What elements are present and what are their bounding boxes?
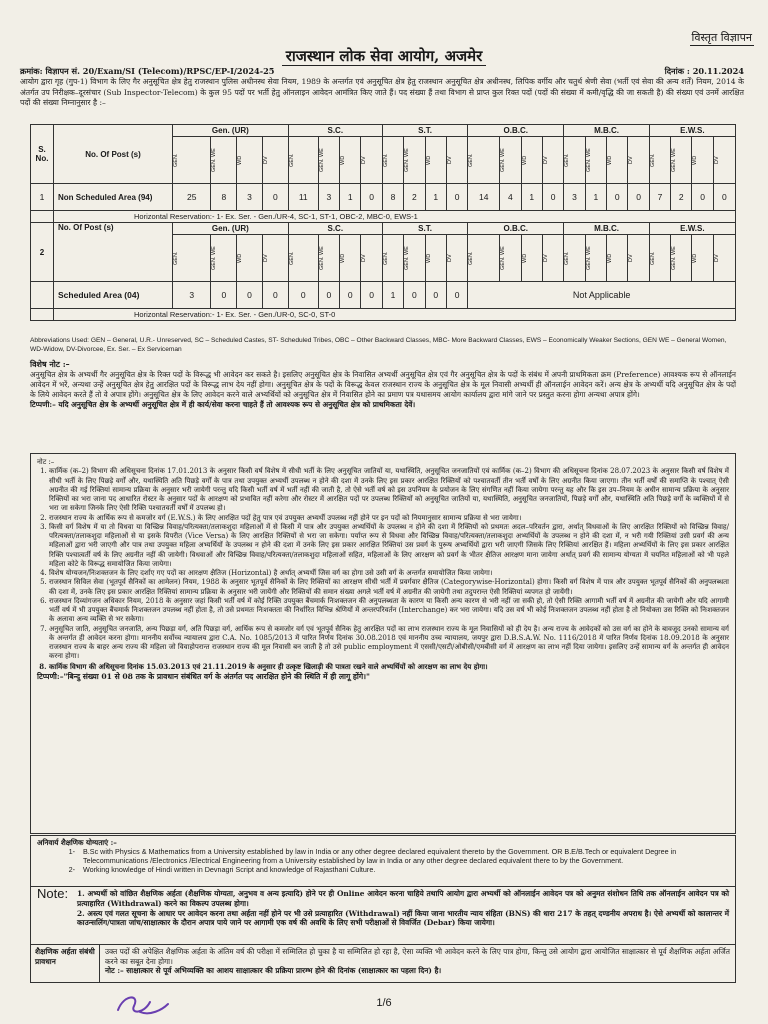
horizontal-reservation-row: [31, 309, 736, 321]
cell-value: 4: [500, 184, 521, 211]
cell-value: 11: [288, 184, 318, 211]
page-title: राजस्थान लोक सेवा आयोग, अजमेर: [0, 46, 768, 66]
subcategory-label: GEN. WE: [318, 148, 325, 172]
list-item: [37, 865, 729, 874]
subcategory-label: GEN.: [564, 251, 571, 265]
table-row: [31, 282, 736, 309]
special-note: [30, 359, 736, 410]
provision-note: नोट :– साक्षात्कार से पूर्व अभिव्यक्ति का आशय साक्षात्कार की प्रक्रिया प्रारम्भ होने की दिनांक (साक्षात्कार का पहला दिन) है।: [105, 966, 442, 976]
subcategory-label: GEN.: [288, 251, 295, 265]
provision-label: शैक्षणिक अर्हता संबंधी प्रावधान: [31, 945, 100, 982]
subcategory-label: GEN. WE: [211, 246, 218, 270]
advertisement-badge: विस्तृत विज्ञापन: [691, 31, 752, 44]
subcategory-label: DV: [713, 254, 720, 262]
subcategory-label: GEN. WE: [671, 148, 678, 172]
category-header: S.T.: [382, 125, 467, 137]
cell-value: 3: [237, 184, 263, 211]
row-label: Scheduled Area (04): [54, 282, 173, 309]
category-header: O.B.C.: [468, 125, 564, 137]
row-label: Non Scheduled Area (94): [54, 184, 173, 211]
subcategory-label: GEN.: [468, 153, 475, 167]
list-item: 5. राजस्थान सिविल सेवा (भूतपूर्व सैनिकों का आमेलन) नियम, 1988 के अनुसार भूतपूर्व सैनिकों के लिए रिक्तियों का आरक्षण सीधी भर्ती में प्रवर्गवार क्षैतिज (Categorywise-Horizontal) होगा। किसी वर्ग विशेष में पात्र और उपयुक्त भूतपूर्व सैनिकों की अनुपलब्धता की दशा में, उनके लिए इस प्रकार आरक्षित रिक्तियां सामान्य प्रक्रिया के अनुसार भरी जायेंगी और रिक्तियों की समान संख्या अगले भर्ती वर्ष में अग्रनीत की जायेगी तथा तदुपरान्त ऐसी रिक्तियां व्यपगत हो जायेंगी।: [49, 578, 729, 597]
cell-value: 3: [564, 184, 585, 211]
subcategory-label: GEN. WE: [318, 246, 325, 270]
subcategory-label: WD: [692, 155, 699, 165]
subcategory-label: DV: [628, 156, 635, 164]
note-label: Note:: [37, 886, 69, 901]
qualification-box: [30, 835, 736, 887]
subcategory-label: WD: [607, 253, 614, 263]
horizontal-reservation: Horizontal Reservation:- 1- Ex. Ser. - Gen./UR-0, SC-0, ST-0: [54, 309, 736, 321]
list-item: 6. राजस्थान दिव्यांगजन अधिकार नियम, 2018 के अनुसार जहां किसी भर्ती वर्ष में कोई रिक्ति उपयुक्त बैंचमार्क निःशक्तजन की अनुपलब्धता के कारण या किसी अन्य कारण से भरी नहीं जा सकी हो, तो ऐसी रिक्ति आगामी भर्ती वर्ष में अग्रनीत की जायेगी और यदि आगामी भर्ती वर्ष में भी उपयुक्त बैंचमार्क निःशक्तजन उपलब्ध नहीं होता है, तो उसे प्रथमतः निःशक्तता की निर्धारित विभिन्न श्रेणियों में अन्तरपरिवर्तन (Interchange) कर भरा जायेगा। यदि उस वर्ष भी कोई निःशक्तजन उपलब्ध नहीं होता है तो नियोक्ता उस रिक्ति को निःशक्तजन के अलावा अन्य व्यक्ति से भर सकेगा।: [49, 597, 729, 625]
cell-value: 0: [542, 184, 563, 211]
category-header: E.W.S.: [649, 223, 735, 235]
horizontal-reservation: Horizontal Reservation:- 1- Ex. Ser. - Gen./UR-4, SC-1, ST-1, OBC-2, MBC-0, EWS-1: [54, 211, 736, 223]
list-item: 1. कार्मिक (क–2) विभाग की अधिसूचना दिनांक 17.01.2013 के अनुसार किसी वर्ष विशेष में सीधी भर्ती के लिए अनुसूचित जातियों या, यथास्थिति, अनुसूचित जनजातियों एवं कार्मिक (क–2) विभाग की अधिसूचना दिनांक 28.07.2023 के अनुसार किसी वर्ष विशेष में सीधी भर्ती के लिए पिछड़े वर्गों और, यथास्थिति अति पिछड़े वर्गों के पात्र तथा उपयुक्त अभ्यर्थी उपलब्ध न होने की दशा में उनके लिए इस प्रकार आरक्षित रिक्तियों को पश्चातवर्ती तीन भर्ती वर्षों के लिए अग्रनीत किया जाएगा। तीन भर्ती वर्षों की समाप्ति के पश्चात् ऐसी अग्रनीत की गई रिक्तियां सामान्य प्रक्रिया के अनुसार भरी जायेगी परन्तु यदि किसी भर्ती वर्ष में भर्ती नहीं की जाती है, तो ऐसे भर्ती वर्ष को इस उपनियम के प्रयोजन के लिए संगणित नहीं किया जायेगा परन्तु यह और कि इस उप–नियम के अधीन सामान्य प्रक्रिया के अनुसार रिक्तियों का भरा जाना पद आधारित रोस्टर के अनुसार पदों के आरक्षण को प्रभावित नहीं करेगा और रोस्टर में आरक्षित पदों पर उपलब्ध रिक्तियों को अनुसूचित जातियों या, यथास्थिति, अनुसूचित जनजातियों, पिछड़े वर्गों और, यथास्थिति अति पिछड़े वर्गों के व्यक्तियों में से भरा जा सकेगा जिनके लिए ऐसी रिक्ति पश्चातवर्ती वर्षों में उपलब्ध हो।: [49, 467, 729, 513]
intro-paragraph: आयोग द्वारा गृह (गुप-1) विभाग के लिए गैर अनुसूचित क्षेत्र हेतु राजस्थान पुलिस अधीनस्थ सेवा नियम, 1989 के अन्तर्गत एवं अनुसूचित क्षेत्र हेतु राजस्थान अनुसूचित क्षेत्र अधीनस्थ, लिपिक वर्गीय और चतुर्थ श्रेणी सेवा (भर्ती एवं सेवा की अन्य शर्तें) नियम, 2014 के अंतर्गत उप निरीक्षक–दूरसंचार (Sub Inspector-Telecom) के कुल 95 पदों पर भर्ती हेतु ऑनलाइन आवेदन आमंत्रित किए जाते हैं। पद संख्या हैं तथा विभाग से प्राप्त कुल रिक्त पदों (पदों की संख्या में कमी/वृद्धि की जा सकती है) की संख्या एवं उनमें आरक्षित पदों की संख्या निम्नानुसार है :–: [20, 77, 744, 107]
cell-value: 0: [361, 282, 382, 309]
subcategory-label: DV: [446, 156, 453, 164]
cell-value: 1: [585, 184, 606, 211]
post-header: No. Of Post (s): [54, 125, 173, 184]
cell-value: 0: [628, 184, 649, 211]
subcategory-label: DV: [628, 254, 635, 262]
application-note-box: [30, 886, 736, 945]
category-header: S.C.: [288, 223, 382, 235]
cell-value: 0: [446, 282, 467, 309]
subcategory-label: DV: [542, 254, 549, 262]
special-note-text: अनुसूचित क्षेत्र के अभ्यर्थी गैर अनुसूचित क्षेत्र के रिक्त पदों के विरूद्ध भी आवेदन कर सकते है। इसलिए अनुसूचित क्षेत्र के निवासित अभ्यर्थी अनुसूचित क्षेत्र एवं गैर अनुसूचित क्षेत्र के पदों के संबंध में अपनी प्राथमिकता क्रम (Preference) आवश्यक रूप से ऑनलाईन आवेदन में भरें, अन्यथा उन्हें अनुसूचित क्षेत्र हेतु आरक्षित पदों के विरूद्ध लाभ देय नहीं होगा। अनुसूचित क्षेत्र के पदों के विरूद्ध केवल राजस्थान राज्य के अनुसूचित क्षेत्र के मूल निवासी अभ्यर्थी ही ऑनलाईन आवेदन करें। अन्य क्षेत्र के अभ्यर्थी यदि अनुसूचित क्षेत्र के पदों के लिये आवेदन करते हैं तो वे अपात्र होंगे। अनुसूचित क्षेत्र के लिए आवेदन करने वाले अभ्यर्थियों को अनुसूचित क्षेत्र में निवासित होने का प्रमाण पत्र यथासमय आयोग कार्यालय द्वारा मांगे जाने पर प्रस्तुत करना होगा अन्यथा अपात्र होंगे।: [30, 370, 736, 399]
subcategory-label: GEN.: [382, 153, 389, 167]
subcategory-label: GEN. WE: [500, 148, 507, 172]
subcategory-label: DV: [446, 254, 453, 262]
category-header: Gen. (UR): [173, 223, 289, 235]
special-note-heading: विशेष नोट :–: [30, 359, 70, 369]
subcategory-label: DV: [361, 156, 368, 164]
provision-text: उक्त पदों की अपेक्षित शैक्षणिक अर्हता के अंतिम वर्ष की परीक्षा में सम्मिलित हो चुका है या सम्मिलित हो रहा है, ऐसा व्यक्ति भी आवेदन करने के लिए पात्र होगा, किन्तु उसे आयोग द्वारा आयोजित साक्षात्कार से पूर्व शैक्षणिक अर्हता अर्जित करने का सबूत देना होगा।: [105, 947, 730, 966]
subcategory-label: WD: [692, 253, 699, 263]
posts-table: [30, 124, 736, 321]
list-item: 2. राजस्थान राज्य के आर्थिक रूप से कमजोर वर्ग (E.W.S.) के लिए आरक्षित पदों हेतु पात्र एवं उपयुक्त अभ्यर्थी उपलब्ध नहीं होने पर इन पदों को नियमानुसार सामान्य प्रक्रिया से भरा जायेगा।: [49, 514, 729, 523]
special-note-tip: टिप्पणी:– यदि अनुसूचित क्षेत्र के अभ्यर्थी अनुसूचित क्षेत्र में ही कार्य/सेवा करना चाहते हैं तो आवश्यक रूप से अनुसूचित क्षेत्र को प्राथमिकता देवें।: [30, 400, 416, 409]
item-number: 1-: [68, 847, 75, 856]
cell-value: 2: [404, 184, 425, 211]
cell-value: 7: [649, 184, 670, 211]
cell-value: 0: [211, 282, 237, 309]
subcategory-label: WD: [340, 253, 347, 263]
category-header: S.C.: [288, 125, 382, 137]
subcategory-label: GEN.: [173, 251, 179, 265]
cell-value: 0: [425, 282, 446, 309]
cell-value: 2: [671, 184, 692, 211]
cell-value: 0: [288, 282, 318, 309]
subcategory-label: DV: [262, 254, 269, 262]
subcategory-label: GEN. WE: [585, 148, 592, 172]
issue-date: दिनांक : 20.11.2024: [664, 66, 744, 76]
sno-header: S. No.: [31, 125, 54, 184]
subcategory-label: GEN.: [288, 153, 295, 167]
cell-value: 0: [318, 282, 339, 309]
cell-value: 1: [340, 184, 361, 211]
notes-heading: नोट :–: [37, 458, 55, 466]
cell-value: 8: [382, 184, 403, 211]
subcategory-label: DV: [361, 254, 368, 262]
item-text: Working knowledge of Hindi written in Devnagri Script and knowledge of Rajasthani Culture.: [83, 865, 376, 874]
reference-row: [20, 66, 744, 77]
subcategory-label: GEN. WE: [585, 246, 592, 270]
row-sno: 2: [31, 223, 54, 282]
cell-value: 0: [340, 282, 361, 309]
qualification-provision-box: [30, 944, 736, 983]
subcategory-label: GEN.: [649, 251, 656, 265]
cell-value: 0: [262, 184, 288, 211]
subcategory-label: GEN.: [382, 251, 389, 265]
subcategory-label: DV: [713, 156, 720, 164]
cell-value: 1: [425, 184, 446, 211]
cell-value: 0: [713, 184, 735, 211]
not-applicable: Not Applicable: [468, 282, 736, 309]
page-number: 1/6: [376, 997, 392, 1009]
subcategory-label: WD: [237, 253, 244, 263]
subcategory-label: WD: [425, 253, 432, 263]
subcategory-label: GEN. WE: [671, 246, 678, 270]
subcategory-label: WD: [521, 253, 528, 263]
table-row: [31, 184, 736, 211]
item-number: 2-: [68, 865, 75, 874]
list-item: 4. विशेष योग्यजन/निःशक्तजन के लिए दर्शाए गए पदों का आरक्षण क्षैतिज (Horizontal) है अर्थात् अभ्यर्थी जिस वर्ग का होगा उसे उसी वर्ग के अन्तर्गत समायोजित किया जायेगा।: [49, 569, 729, 578]
reference-number: क्रमांक: विज्ञापन सं. 20/Exam/SI (Telecom)/RPSC/EP-I/2024-25: [20, 66, 275, 76]
row-sno: 1: [31, 184, 54, 211]
subcategory-label: DV: [542, 156, 549, 164]
subcategory-label: DV: [262, 156, 269, 164]
item-text: B.Sc with Physics & Mathematics from a University established by law in India or any other degree declared equivalent thereto by the Government. OR B.E/B.Tech or equivalent Degree in Telecommunications /Electronics /Electrical Engineering from a University established by law in India or any other degree declared equivalent there to by the Government.: [83, 847, 677, 865]
subcategory-label: GEN.: [649, 153, 656, 167]
post-header: No. Of Post (s): [54, 223, 173, 282]
cell-value: 3: [173, 282, 211, 309]
subcategory-label: GEN.: [564, 153, 571, 167]
subcategory-label: GEN.: [173, 153, 179, 167]
cell-value: 14: [468, 184, 500, 211]
list-item: 2. अस्त्य एवं गलत सूचना के आधार पर आवेदन करना तथा अर्हता नहीं होने पर भी उसे प्रत्याहारित (Withdrawal) नहीं किया जाना भारतीय न्याय संहिता (BNS) की धारा 217 के तहत् दण्डनीय अपराध है। ऐसे अभ्यर्थी को कालान्तर में काउन्सलिंग/पात्रता जांच/साक्षात्कार के दौरान अपात्र पाये जाने पर आगामी एक वर्ष की अवधि के लिए सभी परीक्षाओं से विवर्जित (Debar) किया जायेगा।: [77, 908, 729, 928]
qualification-heading: अनिवार्य शैक्षणिक योग्यताएं :–: [37, 838, 117, 847]
cell-value: 0: [262, 282, 288, 309]
subcategory-label: GEN.: [468, 251, 475, 265]
horizontal-reservation-row: [31, 211, 736, 223]
cell-value: 1: [521, 184, 542, 211]
subcategory-label: WD: [521, 155, 528, 165]
notes-list: [37, 467, 729, 671]
notes-tip: टिप्पणी:–"बिन्दु संख्या 01 से 08 तक के प्रावधान संबंधित वर्ग के अंतर्गत पद आरक्षित होने की स्थिति में ही लागू होंगे।": [37, 671, 370, 681]
category-header: M.B.C.: [564, 125, 649, 137]
subcategory-label: GEN. WE: [404, 246, 411, 270]
cell-value: 0: [607, 184, 628, 211]
cell-value: 0: [361, 184, 382, 211]
cell-value: 0: [404, 282, 425, 309]
list-item: 7. अनुसूचित जाति, अनुसूचित जनजाति, अन्य पिछड़ा वर्ग, अति पिछड़ा वर्ग, आर्थिक रूप से कमजोर वर्ग एवं भूतपूर्व सैनिक हेतु आरक्षित पदों का लाभ राजस्थान राज्य के मूल निवासियों को ही देय है। अन्य राज्य के आवेदकों को उस वर्ग का होने के बावजूद उनको सामान्य वर्ग के अन्तर्गत ही आवेदन करना होगा। माननीय सर्वोच्च न्यायालय द्वारा C.A. No. 1085/2013 में पारित निर्णय दिनांक 30.08.2018 एवं माननीय उच्च न्यायालय, जयपुर द्वारा D.B.S.A.W. No. 1116/2018 में पारित निर्णय दिनांक 18.09.2018 के अनुसार राजस्थान राज्य के बाहर अन्य राज्य की महिला जो विवाहोपरान्त राजस्थान राज्य की मूल निवासी बन जाती है तो उसे public employment में एससी/एसटी/ओबीसी/एमबीसी वर्ग में आरक्षण का लाभ नहीं दिया जायेगा। इसलिए उन्हें सामान्य वर्ग के अन्तर्गत ही आवेदन करना होगा।: [49, 625, 729, 662]
category-header: Gen. (UR): [173, 125, 289, 137]
cell-value: 8: [211, 184, 237, 211]
category-header: S.T.: [382, 223, 467, 235]
subcategory-label: WD: [340, 155, 347, 165]
cell-value: 1: [382, 282, 403, 309]
category-header: E.W.S.: [649, 125, 735, 137]
subcategory-label: WD: [237, 155, 244, 165]
subcategory-label: GEN. WE: [211, 148, 218, 172]
notes-box: [30, 453, 736, 834]
cell-value: 0: [446, 184, 467, 211]
subcategory-label: WD: [607, 155, 614, 165]
list-item: [37, 847, 729, 865]
cell-value: 3: [318, 184, 339, 211]
category-header: M.B.C.: [564, 223, 649, 235]
list-item: 3. किसी वर्ग विशेष में या तो विधवा या विच्छिन्न विवाह/परित्यक्ता/तलाकशुदा महिलाओं में से किसी में पात्र और उपयुक्त अभ्यर्थियों के उपलब्ध न होने की दशा में रिक्तियों को प्रथमतः अदल–परिवर्तन द्वारा, अर्थात् विधवाओं के लिए आरक्षित रिक्तियों को विच्छिन्न विवाह/परित्यक्ता/तलाकशुदा महिलाओं से या इसके विपरीत (Vice Versa) के लिए आरक्षित रिक्तियों से भरा जा सकेगा। पर्याप्त रूप से विधवा और विच्छिन्न विवाह/परित्यक्ता/तलाकशुदा अभ्यर्थियों के उपलब्ध न होने की दशा में, न भरी गयी रिक्तियां उसी प्रवर्ग की अन्य महिलाओं द्वारा भरी जाएगी और पात्र तथा उपयुक्त महिला अभ्यर्थियों के उपलब्ध न होने की दशा में उनके लिए इस प्रकार आरक्षित रिक्तियां उस प्रवर्ग के पुरूष अभ्यर्थियों द्वारा भरी जाएगी जिसके लिए रिक्तियां आरक्षित हैं। महिला अभ्यर्थियों के लिए इस प्रकार आरक्षित रिक्ति पश्चात्वर्ती वर्ष के लिए अग्रनीत नहीं की जायेगी। विधवाओं और विच्छिन्न विवाह/परित्यक्ता/तलाकशुदा महिलाओं सहित, महिलाओं के लिए आरक्षण को प्रवर्ग के भीतर क्षैतिज आरक्षण माना जायेगा अर्थात् प्रवर्ग की सामान्य योग्यता में चयनित महिलाओं को भी पहले महिला कोटे के विरूद्ध समायोजित किया जायेगा।: [49, 523, 729, 569]
subcategory-label: WD: [425, 155, 432, 165]
subcategory-label: GEN. WE: [500, 246, 507, 270]
list-item: 8. कार्मिक विभाग की अधिसूचना दिनांक 15.03.2013 एवं 21.11.2019 के अनुसार ही उत्कृष्ट खिलाड़ी की पात्रता रखने वाले अभ्यर्थियों को आरक्षण का लाभ देय होगा।: [49, 662, 729, 671]
subcategory-label: GEN. WE: [404, 148, 411, 172]
abbreviations: Abbreviations Used: GEN – General, U.R.- Unreserved, SC – Scheduled Castes, ST- Scheduled Tribes, OBC – Other Backward Classes, MBC- More Backward Classes, EWS – Economically Weaker Sections, GEN WE – General Women, WD-Widow, DV-Divorcee, Ex. Ser. – Ex Serviceman: [30, 337, 727, 353]
cell-value: 0: [237, 282, 263, 309]
cell-value: 0: [692, 184, 713, 211]
cell-value: 25: [173, 184, 211, 211]
list-item: 1. अभ्यर्थी को वांछित शैक्षणिक अर्हता (शैक्षणिक योग्यता, अनुभव व अन्य इत्यादि) होने पर ही Online आवेदन करना चाहिये तथापि आयोग द्वारा अभ्यर्थी को ऑनलाईन आवेदन पत्र को अनुमत संशोधन तिथि तक ऑनलाईन आवेदन पत्र को प्रत्याहारित (Withdrawal) करने का विकल्प उपलब्ध होगा।: [77, 889, 729, 908]
category-header: O.B.C.: [468, 223, 564, 235]
